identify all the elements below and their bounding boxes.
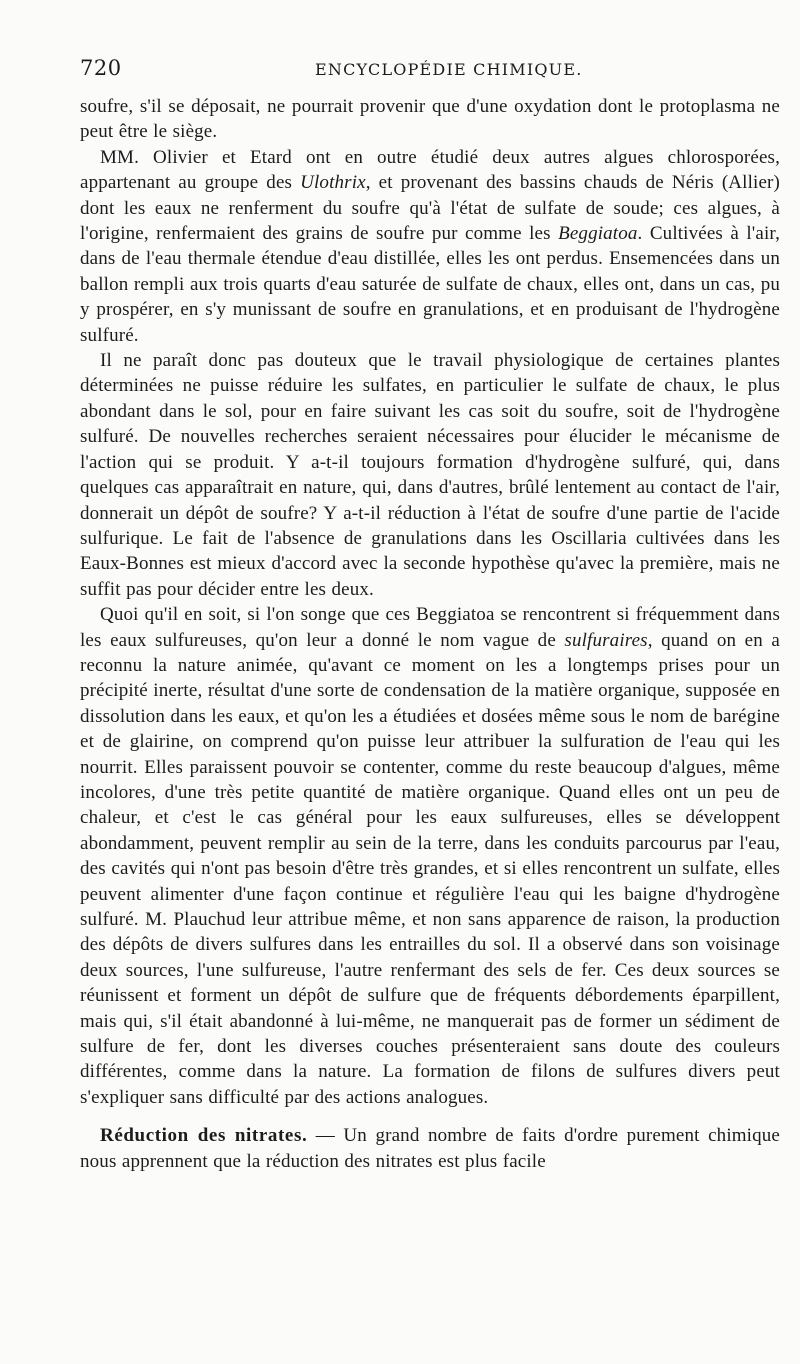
section-heading: Réduction des nitrates. <box>100 1125 308 1147</box>
page-number: 720 <box>80 56 122 80</box>
paragraph-3 <box>80 348 780 602</box>
running-title: ENCYCLOPÉDIE CHIMIQUE. <box>315 60 583 79</box>
section-text: — Un grand nombre de faits d'ordre purement chimique nous apprennent que la réduction des nitrates est plus facile <box>80 1125 780 1172</box>
paragraph-4-text-a: Quoi qu'il en soit, si l'on songe que ces Beggiatoa se rencontrent si fréquemment dans les eaux sulfureuses, qu'on leur a donné le nom vague de <box>80 604 780 651</box>
section-nitrates <box>80 1123 780 1174</box>
paragraph-2-text-b: , et provenant des bassins chauds de Néris (Allier) dont les eaux ne renferment du soufre qu'à l'état de sulfate de soude; ces algues, à l'origine, renfermaient des grains de soufre pur comme les <box>80 172 780 245</box>
paragraph-4 <box>80 602 780 1110</box>
paragraph-4-text-b: , quand on en a reconnu la nature animée, qu'avant ce moment on les a longtemps prises pour un précipité inerte, résultat d'une sorte de condensation de la matière organique, supposée en dissolution dans les eaux, et qu'on les a étudiées et dosées même sous le nom de barégine et de glairine, on comprend qu'on puisse leur attribuer la sulfuration de l'eau qui les nourrit. Elles paraissent pouvoir se contenter, comme du reste beaucoup d'algues, même incolores, d'une très petite quantité de matière organique. Quand elles ont un peu de chaleur, et c'est le cas général pour les eaux sulfureuses, elles se développent abondamment, peuvent remplir au sein de la terre, dans les conduits parcourus par l'eau, des cavités qui n'ont pas besoin d'être très grandes, et si elles rencontrent un sulfate, elles peuvent alimenter d'une façon continue et régulière l'eau qui les baigne d'hydrogène sulfuré. M. Plauchud leur attribue même, et non sans apparence de raison, la production des dépôts de divers sulfures dans les entrailles du sol. Il a observé dans son voisinage deux sources, l'une sulfureuse, l'autre renfermant des sels de fer. Ces deux sources se réunissent et forment un dépôt de sulfure que de fréquents débordements éparpillent, mais qui, s'il était abandonné à lui-même, ne manquerait pas de former un sédiment de sulfure de fer, dont les diverses couches présenteraient sans doute des couleurs différentes, comme dans la nature. La formation de filons de sulfures divers peut s'expliquer sans difficulté par des actions analogues. <box>80 629 780 1108</box>
paragraph-2 <box>80 145 780 348</box>
paragraph-1 <box>80 94 780 145</box>
paragraph-2-text-c: . Cultivées à l'air, dans de l'eau thermale étendue d'eau distillée, elles les ont perdus. Ensemencées dans un ballon rempli aux trois quarts d'eau saturée de sulfate de chaux, elles ont, dans un cas, pu y prospérer, en s'y munissant de soufre en granulations, et en produisant de l'hydrogène sulfuré. <box>80 223 781 346</box>
paragraph-3-text: Il ne paraît donc pas douteux que le travail physiologique de certaines plantes déterminées ne puisse réduire les sulfates, en particulier le sulfate de chaux, le plus abondant dans le sol, pour en faire suivant les cas soit du soufre, soit de l'hydrogène sulfuré. De nouvelles recherches seraient nécessaires pour élucider le mécanisme de l'action qui se produit. Y a-t-il toujours formation d'hydrogène sulfuré, qui, dans quelques cas apparaîtrait en nature, qui, dans d'autres, brûlé lentement au contact de l'air, donnerait un dépôt de soufre? Y a-t-il réduction à l'état de soufre d'une partie de l'acide sulfurique. Le fait de l'absence de granulations dans les Oscillaria cultivées dans les Eaux-Bonnes est mieux d'accord avec la seconde hypothèse qu'avec la première, mais ne suffit pas pour décider entre les deux. <box>80 350 780 600</box>
paragraph-2-text-a: MM. Olivier et Etard ont en outre étudié deux autres algues chlorosporées, appartenant au groupe des <box>80 146 780 194</box>
taxon-beggiatoa: Beggiatoa <box>558 223 638 245</box>
body-text <box>80 94 780 1174</box>
term-sulfuraires: sulfuraires <box>564 629 648 651</box>
taxon-ulothrix: Ulothrix <box>300 172 366 194</box>
page-header <box>80 56 780 84</box>
paragraph-1-text: soufre, s'il se déposait, ne pourrait provenir que d'une oxydation dont le protoplasma ne peut être le siège. <box>80 96 780 143</box>
